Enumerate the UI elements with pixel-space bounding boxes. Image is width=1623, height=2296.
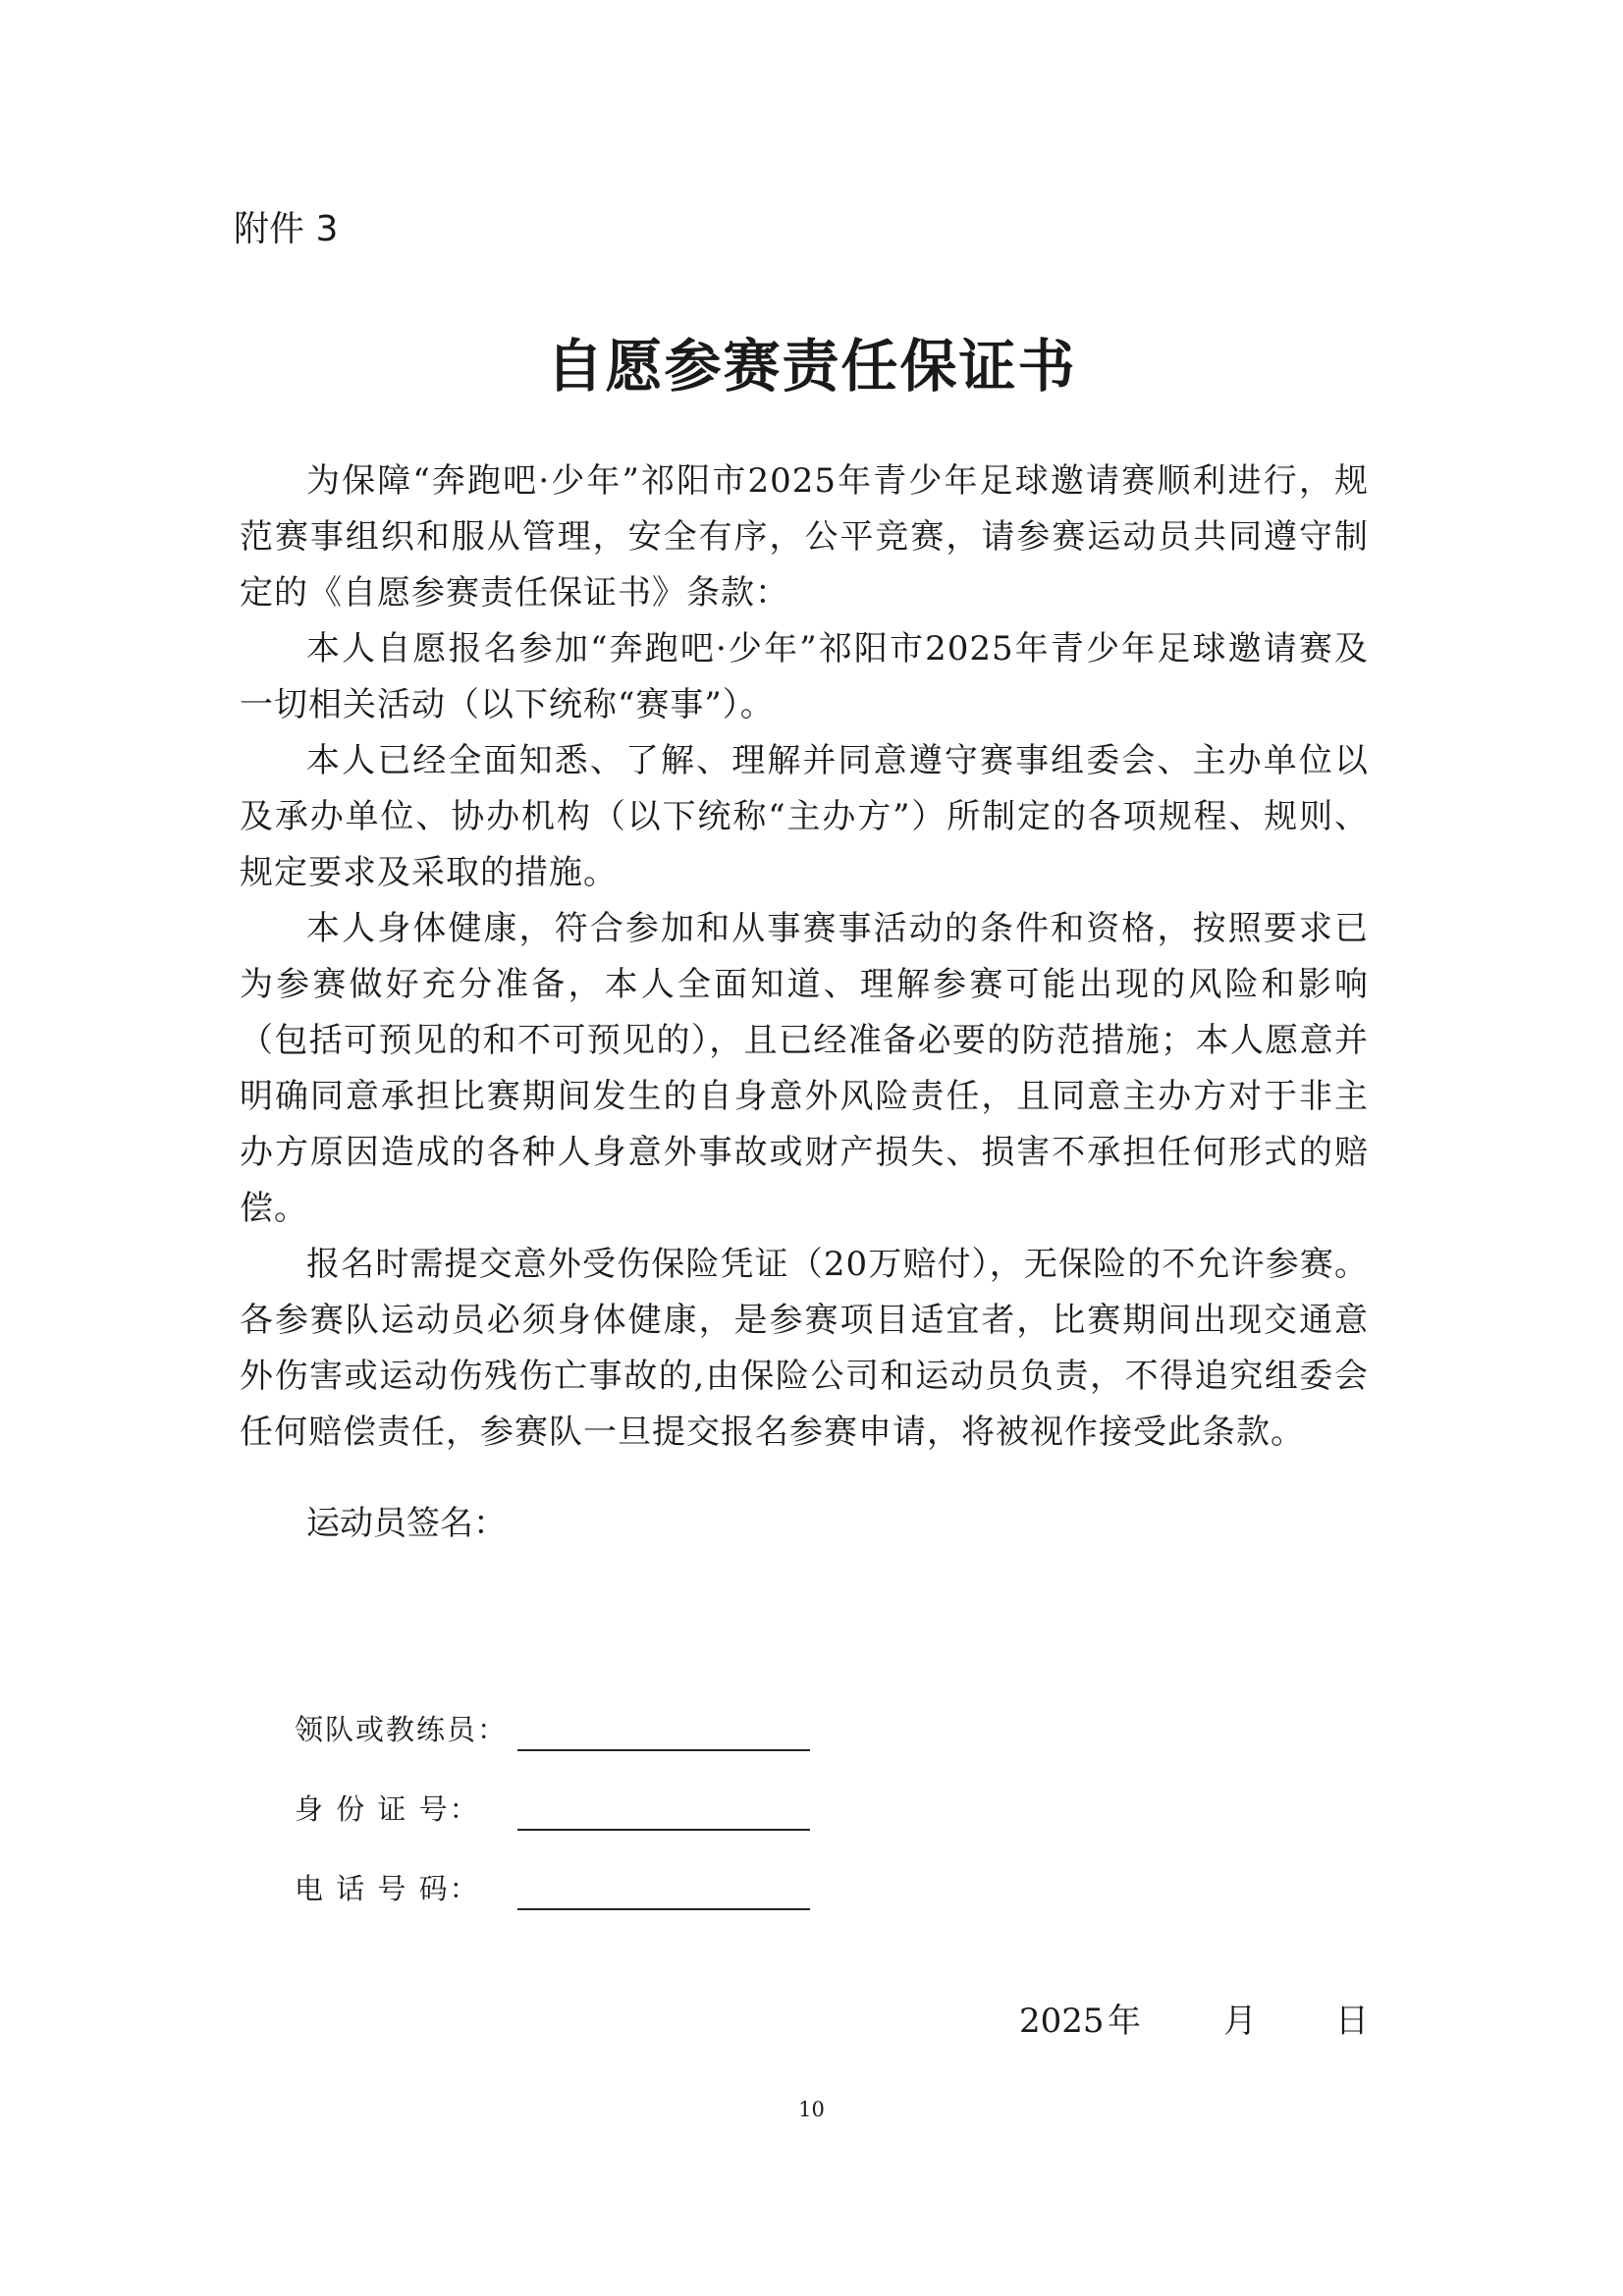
document-title: 自愿参赛责任保证书 — [546, 333, 1077, 400]
athlete-signature-label: 运动员签名： — [306, 1504, 507, 1543]
id-number-field[interactable] — [295, 1786, 825, 1831]
id-number-label: 身 份 证 号： — [295, 1792, 480, 1826]
paragraph-health-and-risk: 本人身体健康，符合参加和从事赛事活动的条件和资格，按照要求已为参赛做好充分准备，本人全面知道、理解参赛可能出现的风险和影响（包括可预见的和不可预见的），且已经准备必要的防范措施；本人愿意并明确同意承担比赛期间发生的自身意外风险责任，且同意主办方对于非主办方原因造成的各种人身意外事故或财产损失、损害不承担任何形式的赔偿。 — [240, 909, 1369, 1228]
date-day-unit: 日 — [1335, 2002, 1369, 2041]
id-number-blank-line[interactable] — [517, 1829, 810, 1831]
date-line — [1019, 1999, 1373, 2044]
leader-coach-label: 领队或教练员： — [295, 1713, 509, 1746]
leader-coach-field[interactable] — [295, 1706, 825, 1751]
phone-number-blank-line[interactable] — [517, 1908, 810, 1910]
date-year: 2025 — [1019, 2002, 1105, 2041]
attachment-label: 附件 3 — [234, 209, 339, 249]
paragraph-intro: 为保障“奔跑吧·少年”祁阳市2025年青少年足球邀请赛顺利进行，规范赛事组织和服从管理，安全有序，公平竞赛，请参赛运动员共同遵守制定的《自愿参赛责任保证书》条款： — [240, 461, 1369, 613]
paragraph-voluntary-entry: 本人自愿报名参加“奔跑吧·少年”祁阳市2025年青少年足球邀请赛及一切相关活动（以下统称“赛事”）。 — [240, 629, 1369, 724]
phone-number-field[interactable] — [295, 1865, 825, 1910]
phone-number-label: 电 话 号 码： — [295, 1872, 480, 1905]
paragraph-insurance: 报名时需提交意外受伤保险凭证（20万赔付），无保险的不允许参赛。各参赛队运动员必须身体健康，是参赛项目适宜者，比赛期间出现交通意外伤害或运动伤残伤亡事故的,由保险公司和运动员负责，不得追究组委会任何赔偿责任，参赛队一旦提交报名参赛申请，将被视作接受此条款。 — [240, 1245, 1369, 1452]
leader-coach-blank-line[interactable] — [517, 1749, 810, 1751]
date-year-unit: 年 — [1108, 2002, 1141, 2041]
document-body — [240, 454, 1369, 1461]
date-month-unit: 月 — [1223, 2002, 1257, 2041]
page-number: 10 — [798, 2098, 825, 2121]
paragraph-rules-acknowledgement: 本人已经全面知悉、了解、理解并同意遵守赛事组委会、主办单位以及承办单位、协办机构（以下统称“主办方”）所制定的各项规程、规则、规定要求及采取的措施。 — [240, 741, 1369, 892]
